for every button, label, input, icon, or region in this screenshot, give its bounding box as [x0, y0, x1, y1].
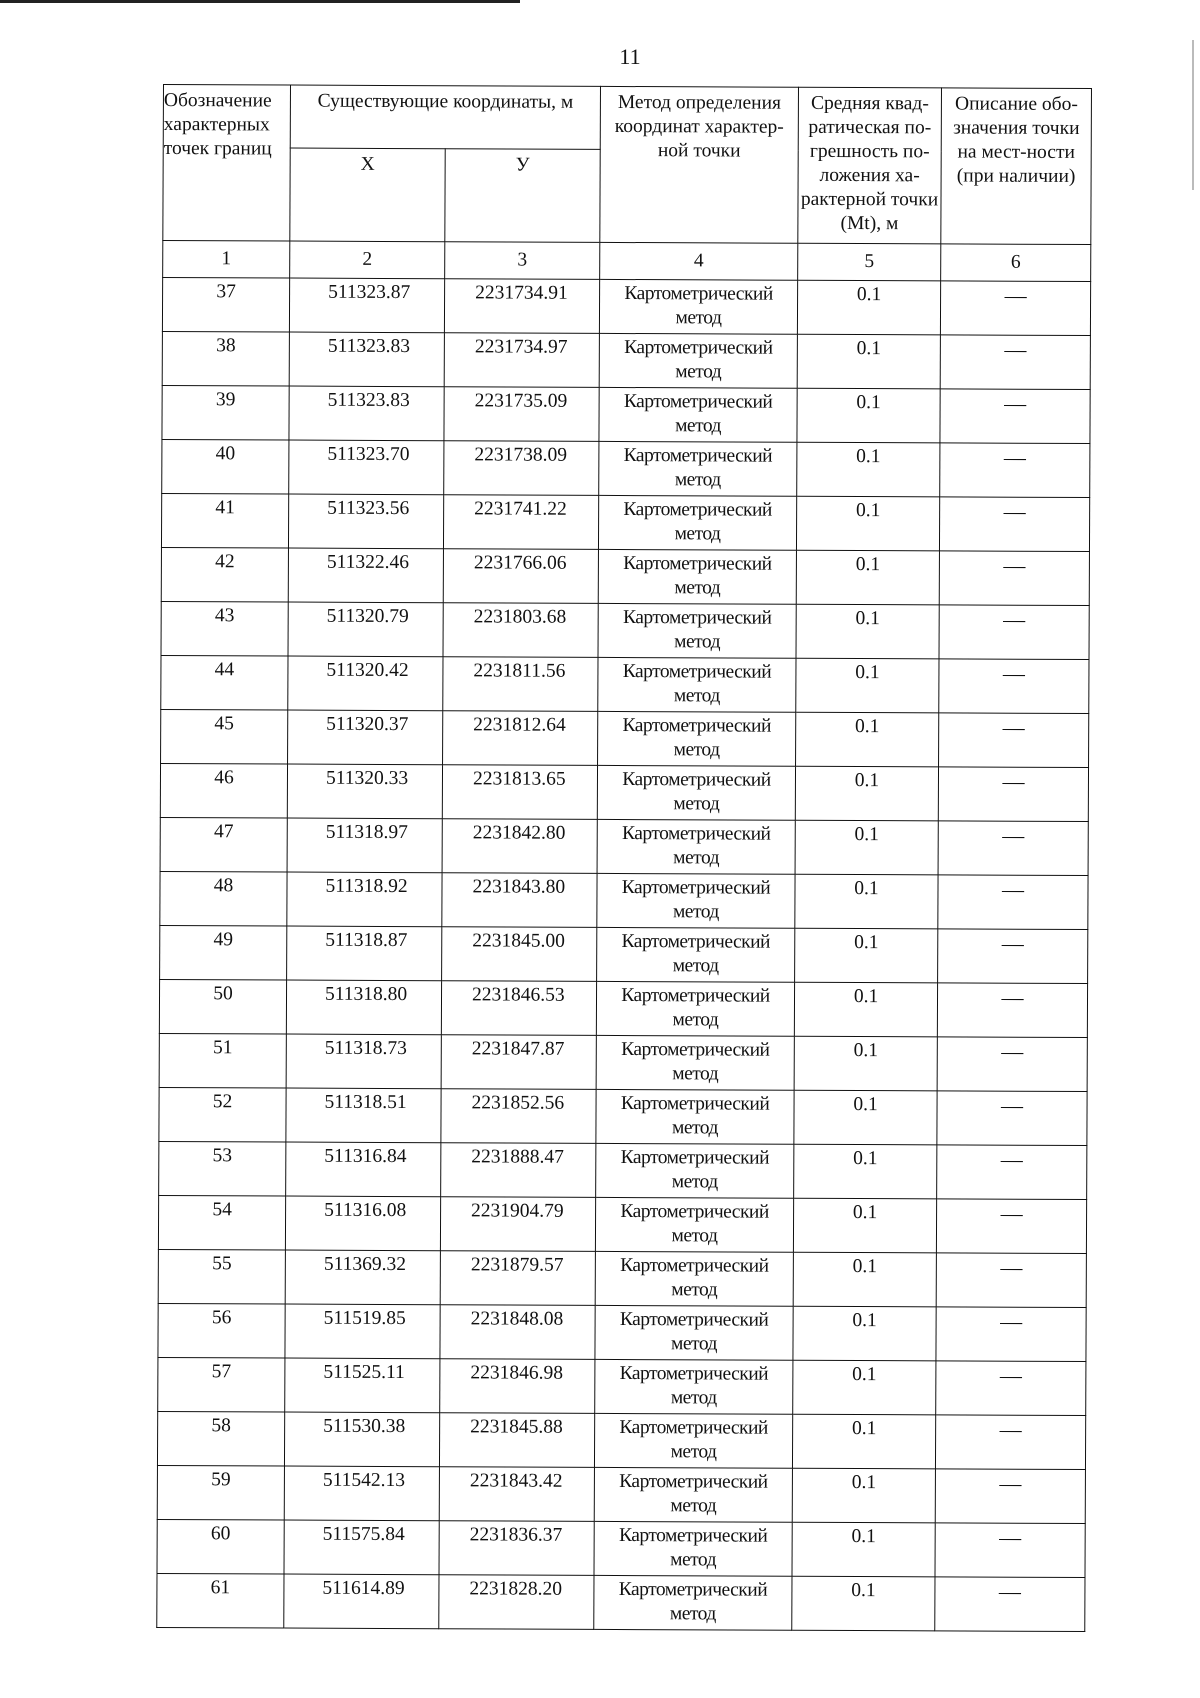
y-coordinate-cell-text: 2231842.80 [472, 822, 566, 844]
error-cell: 0.1 [794, 1144, 937, 1199]
point-cell: 50 [159, 979, 286, 1034]
error-cell: 0.1 [793, 1252, 936, 1307]
header-row [163, 85, 1091, 152]
y-coordinate-cell-text: 2231734.91 [475, 282, 568, 304]
x-coordinate-cell-text: 511614.89 [322, 1577, 405, 1600]
x-coordinate-cell-text: 511318.92 [325, 875, 408, 898]
table-row [162, 331, 1090, 389]
table-row [157, 1411, 1085, 1469]
y-coordinate-cell-text: 2231845.88 [470, 1416, 563, 1438]
x-coordinate-cell [288, 656, 443, 711]
description-cell: — [936, 1307, 1086, 1362]
header-error: Средняя квад-ратическая по-грешность по-ложения ха-рактерной точки (Mt), м [798, 87, 942, 244]
x-coordinate-cell-text: 511323.70 [327, 443, 410, 466]
method-cell: Картометрический метод [597, 927, 795, 982]
point-cell: 37 [162, 278, 289, 333]
method-cell: Картометрический метод [596, 981, 794, 1036]
header-x: X [290, 148, 445, 242]
method-cell: Картометрический метод [598, 657, 796, 712]
y-coordinate-cell-text: 2231735.09 [474, 390, 568, 412]
y-coordinate-cell [442, 927, 597, 982]
x-coordinate-cell-text: 511323.83 [327, 335, 411, 358]
method-cell: Картометрический метод [599, 441, 797, 496]
y-coordinate-cell-text: 2231879.57 [470, 1254, 564, 1276]
method-cell: Картометрический метод [596, 1035, 794, 1090]
x-coordinate-cell [288, 548, 443, 603]
table-row [160, 763, 1088, 821]
y-coordinate-cell-text: 2231846.53 [471, 984, 565, 1006]
point-cell: 49 [160, 925, 287, 980]
header-coordinates: Существующие координаты, м [290, 85, 600, 149]
table-row [162, 385, 1090, 443]
method-cell: Картометрический метод [594, 1413, 792, 1468]
y-coordinate-cell [442, 765, 597, 820]
y-coordinate-cell-text: 2231803.68 [473, 606, 567, 628]
description-cell: — [939, 497, 1089, 552]
point-cell: 55 [158, 1249, 285, 1304]
header-designation: Обозначение характерных точек границ [163, 85, 291, 242]
x-coordinate-cell [285, 1196, 440, 1251]
x-coordinate-cell [286, 1034, 441, 1089]
y-coordinate-cell [439, 1467, 594, 1522]
point-cell: 58 [157, 1411, 284, 1466]
description-cell: — [940, 389, 1090, 444]
table-row [161, 547, 1089, 605]
x-coordinate-cell [284, 1412, 439, 1467]
x-coordinate-cell-text: 511318.51 [324, 1091, 407, 1114]
point-cell: 47 [160, 817, 287, 872]
table-row [161, 709, 1089, 767]
error-cell: 0.1 [793, 1306, 936, 1361]
y-coordinate-cell-text: 2231843.42 [469, 1470, 563, 1492]
y-coordinate-cell [443, 549, 598, 604]
x-coordinate-cell-text: 511525.11 [323, 1361, 405, 1384]
error-cell: 0.1 [795, 928, 938, 983]
y-coordinate-cell [440, 1251, 595, 1306]
y-coordinate-cell [443, 495, 598, 550]
method-cell: Картометрический метод [596, 1143, 794, 1198]
y-coordinate-cell-text: 2231852.56 [471, 1092, 565, 1114]
method-cell: Картометрический метод [597, 819, 795, 874]
x-coordinate-cell [288, 494, 443, 549]
y-coordinate-cell [444, 441, 599, 496]
table-row [162, 278, 1090, 336]
y-coordinate-cell-text: 2231813.65 [472, 768, 566, 790]
y-coordinate-cell [441, 1143, 596, 1198]
method-cell: Картометрический метод [595, 1251, 793, 1306]
x-coordinate-cell [288, 602, 443, 657]
method-cell: Картометрический метод [599, 279, 797, 334]
point-cell: 44 [161, 655, 288, 710]
point-cell: 38 [162, 331, 289, 386]
y-coordinate-cell-text: 2231811.56 [473, 660, 566, 682]
x-coordinate-cell-text: 511320.79 [326, 605, 409, 628]
description-cell: — [935, 1469, 1085, 1524]
error-cell: 0.1 [795, 820, 938, 875]
x-coordinate-cell-text: 511316.84 [324, 1145, 407, 1168]
y-coordinate-cell [440, 1305, 595, 1360]
error-cell: 0.1 [794, 1036, 937, 1091]
description-cell: — [937, 983, 1087, 1038]
description-cell: — [938, 767, 1088, 822]
description-cell: — [935, 1577, 1085, 1632]
x-coordinate-cell [286, 1142, 441, 1197]
error-cell: 0.1 [793, 1198, 936, 1253]
x-coordinate-cell [287, 764, 442, 819]
x-coordinate-cell [284, 1574, 439, 1629]
table-row [157, 1573, 1085, 1631]
method-cell: Картометрический метод [594, 1575, 792, 1630]
column-numbers-row [163, 241, 1091, 282]
x-coordinate-cell [288, 710, 443, 765]
table-row [158, 1357, 1086, 1415]
header-y: У [445, 149, 600, 243]
y-coordinate-cell [440, 1359, 595, 1414]
method-cell: Картометрический метод [597, 873, 795, 928]
description-cell: — [936, 1361, 1086, 1416]
y-coordinate-cell [439, 1413, 594, 1468]
coordinates-table [156, 84, 1092, 1632]
y-coordinate-cell-text: 2231904.79 [471, 1200, 564, 1222]
error-cell: 0.1 [794, 1090, 937, 1145]
table-row [160, 817, 1088, 875]
error-cell: 0.1 [792, 1414, 935, 1469]
x-coordinate-cell [285, 1304, 440, 1359]
table-row [160, 925, 1088, 983]
description-cell: — [940, 281, 1090, 336]
point-cell: 39 [162, 385, 289, 440]
header-description: Описание обо-значения точки на мест-ности (при наличии) [941, 88, 1092, 245]
table-row [161, 493, 1089, 551]
x-coordinate-cell-text: 511530.38 [323, 1415, 406, 1438]
x-coordinate-cell-text: 511323.87 [328, 281, 411, 304]
y-coordinate-cell-text: 2231843.80 [472, 876, 566, 898]
x-coordinate-cell-text: 511318.73 [324, 1037, 407, 1060]
column-number: 4 [600, 242, 798, 280]
y-coordinate-cell-text: 2231846.98 [470, 1362, 564, 1384]
description-cell: — [939, 605, 1089, 660]
description-cell: — [937, 1037, 1087, 1092]
x-coordinate-cell-text: 511323.56 [327, 497, 410, 520]
y-coordinate-cell [444, 387, 599, 442]
x-coordinate-cell [285, 1250, 440, 1305]
error-cell: 0.1 [797, 334, 940, 389]
description-cell: — [938, 821, 1088, 876]
error-cell: 0.1 [796, 658, 939, 713]
description-cell: — [940, 335, 1090, 390]
scan-top-rule [0, 0, 520, 3]
y-coordinate-cell [444, 333, 599, 388]
x-coordinate-cell-text: 511318.97 [325, 821, 408, 844]
method-cell: Картометрический метод [594, 1467, 792, 1522]
point-cell: 41 [161, 493, 288, 548]
x-coordinate-cell-text: 511575.84 [322, 1523, 405, 1546]
x-coordinate-cell [285, 1358, 440, 1413]
point-cell: 59 [157, 1465, 284, 1520]
x-coordinate-cell-text: 511519.85 [323, 1307, 406, 1330]
y-coordinate-cell [444, 279, 599, 334]
point-cell: 52 [159, 1087, 286, 1142]
description-cell: — [939, 659, 1089, 714]
column-number: 5 [798, 243, 941, 281]
x-coordinate-cell-text: 511320.37 [326, 713, 409, 736]
point-cell: 51 [159, 1033, 286, 1088]
error-cell: 0.1 [797, 280, 940, 335]
y-coordinate-cell-text: 2231848.08 [470, 1308, 564, 1330]
method-cell: Картометрический метод [599, 387, 797, 442]
x-coordinate-cell-text: 511318.80 [324, 983, 408, 1006]
error-cell: 0.1 [796, 604, 939, 659]
x-coordinate-cell-text: 511542.13 [322, 1469, 406, 1492]
y-coordinate-cell-text: 2231734.97 [474, 336, 568, 358]
method-cell: Картометрический метод [596, 1089, 794, 1144]
error-cell: 0.1 [795, 874, 938, 929]
x-coordinate-cell-text: 511320.33 [325, 767, 409, 790]
table-row [160, 871, 1088, 929]
y-coordinate-cell-text: 2231847.87 [471, 1038, 565, 1060]
error-cell: 0.1 [795, 766, 938, 821]
description-cell: — [937, 1145, 1087, 1200]
x-coordinate-cell [287, 818, 442, 873]
error-cell: 0.1 [797, 388, 940, 443]
y-coordinate-cell [443, 711, 598, 766]
point-cell: 48 [160, 871, 287, 926]
error-cell: 0.1 [796, 496, 939, 551]
y-coordinate-cell-text: 2231766.06 [473, 552, 567, 574]
error-cell: 0.1 [792, 1468, 935, 1523]
description-cell: — [936, 1199, 1086, 1254]
x-coordinate-cell [289, 332, 444, 387]
method-cell: Картометрический метод [595, 1359, 793, 1414]
error-cell: 0.1 [796, 712, 939, 767]
x-coordinate-cell-text: 511322.46 [326, 551, 410, 574]
table-body [157, 278, 1091, 1632]
x-coordinate-cell [289, 278, 444, 333]
x-coordinate-cell [284, 1466, 439, 1521]
description-cell: — [935, 1523, 1085, 1578]
y-coordinate-cell-text: 2231836.37 [469, 1524, 563, 1546]
point-cell: 40 [162, 439, 289, 494]
x-coordinate-cell [287, 872, 442, 927]
point-cell: 46 [160, 763, 287, 818]
description-cell: — [936, 1253, 1086, 1308]
y-coordinate-cell [442, 873, 597, 928]
table-row [159, 979, 1087, 1037]
table-row [161, 655, 1089, 713]
y-coordinate-cell [441, 981, 596, 1036]
table-row [159, 1141, 1087, 1199]
point-cell: 53 [159, 1141, 286, 1196]
column-number: 3 [445, 242, 600, 280]
method-cell: Картометрический метод [598, 495, 796, 550]
description-cell: — [939, 713, 1089, 768]
method-cell: Картометрический метод [595, 1197, 793, 1252]
description-cell: — [935, 1415, 1085, 1470]
column-number: 6 [941, 244, 1091, 282]
header-method: Метод определения координат характер-ной точки [600, 86, 799, 243]
error-cell: 0.1 [796, 550, 939, 605]
error-cell: 0.1 [793, 1360, 936, 1415]
x-coordinate-cell [286, 980, 441, 1035]
x-coordinate-cell-text: 511318.87 [325, 929, 408, 952]
point-cell: 56 [158, 1303, 285, 1358]
table-row [157, 1465, 1085, 1523]
point-cell: 43 [161, 601, 288, 656]
description-cell: — [938, 875, 1088, 930]
y-coordinate-cell [441, 1035, 596, 1090]
column-number: 1 [163, 241, 290, 279]
y-coordinate-cell-text: 2231845.00 [472, 930, 565, 952]
point-cell: 61 [157, 1573, 284, 1628]
table-row [158, 1195, 1086, 1253]
x-coordinate-cell [289, 440, 444, 495]
y-coordinate-cell [439, 1521, 594, 1576]
x-coordinate-cell [284, 1520, 439, 1575]
x-coordinate-cell-text: 511316.08 [324, 1199, 407, 1222]
y-coordinate-cell-text: 2231738.09 [474, 444, 568, 466]
y-coordinate-cell [443, 657, 598, 712]
method-cell: Картометрический метод [594, 1521, 792, 1576]
table-row [158, 1303, 1086, 1361]
table-row [157, 1519, 1085, 1577]
x-coordinate-cell [286, 1088, 441, 1143]
y-coordinate-cell-text: 2231812.64 [473, 714, 566, 736]
x-coordinate-cell-text: 511323.83 [327, 389, 410, 412]
error-cell: 0.1 [794, 982, 937, 1037]
description-cell: — [938, 929, 1088, 984]
error-cell: 0.1 [792, 1576, 935, 1631]
table-row [161, 601, 1089, 659]
y-coordinate-cell [442, 819, 597, 874]
error-cell: 0.1 [792, 1522, 935, 1577]
y-coordinate-cell-text: 2231741.22 [474, 498, 567, 520]
point-cell: 57 [158, 1357, 285, 1412]
y-coordinate-cell [443, 603, 598, 658]
method-cell: Картометрический метод [598, 549, 796, 604]
table-row [158, 1249, 1086, 1307]
method-cell: Картометрический метод [598, 603, 796, 658]
method-cell: Картометрический метод [597, 765, 795, 820]
error-cell: 0.1 [797, 442, 940, 497]
table-row [159, 1087, 1087, 1145]
method-cell: Картометрический метод [595, 1305, 793, 1360]
x-coordinate-cell [287, 926, 442, 981]
column-number: 2 [290, 241, 445, 279]
x-coordinate-cell-text: 511320.42 [326, 659, 409, 682]
y-coordinate-cell-text: 2231888.47 [471, 1146, 564, 1168]
point-cell: 45 [161, 709, 288, 764]
y-coordinate-cell-text: 2231828.20 [469, 1578, 563, 1600]
table-row [159, 1033, 1087, 1091]
description-cell: — [939, 551, 1089, 606]
point-cell: 54 [158, 1195, 285, 1250]
description-cell: — [940, 443, 1090, 498]
table-row [162, 439, 1090, 497]
x-coordinate-cell-text: 511369.32 [323, 1253, 407, 1276]
y-coordinate-cell [441, 1089, 596, 1144]
y-coordinate-cell [439, 1575, 594, 1630]
description-cell: — [937, 1091, 1087, 1146]
y-coordinate-cell [440, 1197, 595, 1252]
method-cell: Картометрический метод [598, 711, 796, 766]
point-cell: 60 [157, 1519, 284, 1574]
point-cell: 42 [161, 547, 288, 602]
x-coordinate-cell [289, 386, 444, 441]
method-cell: Картометрический метод [599, 333, 797, 388]
page-number: 11 [619, 44, 641, 69]
